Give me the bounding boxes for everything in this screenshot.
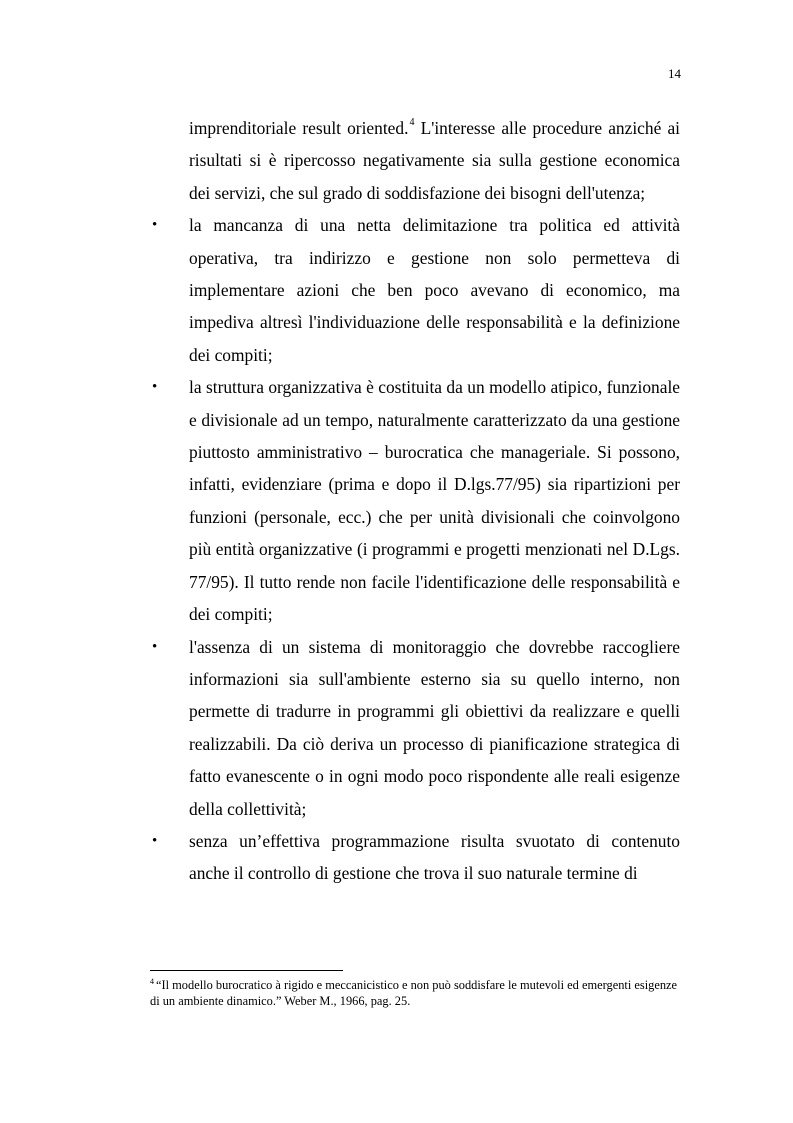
bullet-text: l'assenza di un sistema di monitoraggio che dovrebbe raccogliere informazioni sia sull'ambiente esterno sia su quello interno, non permette di tradurre in programmi gli obiettivi da realizzare e quelli realizzabili. Da ciò deriva un processo di pianificazione strategica di fatto evanescente o in ogni modo poco rispondente alle reali esigenze della collettività; [189,636,680,819]
footnote [150,977,680,1009]
intro-paragraph [150,112,680,209]
bullet-item [150,209,680,371]
bullet-icon: • [152,638,158,655]
page-number: 14 [668,66,681,81]
bullet-item [150,371,680,630]
footnote-separator [150,970,343,971]
bullet-icon: • [152,379,158,396]
body-text [150,112,680,890]
footnote-marker: 4 [150,977,154,986]
bullet-text: la struttura organizzativa è costituita da un modello atipico, funzionale e divisionale ad un tempo, naturalmente caratterizzato da una gestione piuttosto amministrativo – burocratica che manageriale. Si possono, infatti, evidenziare (prima e dopo il D.lgs.77/95) sia ripartizioni per funzioni (personale, ecc.) che per unità divisionali che coinvolgono più entità organizzative (i programmi e progetti menzionati nel D.Lgs. 77/95). Il tutto rende non facile l'identificazione delle responsabilità e dei compiti; [189,377,680,625]
bullet-item [150,825,680,890]
bullet-text: senza un’effettiva programmazione risulta svuotato di contenuto anche il controllo di gestione che trova il suo naturale termine di [189,830,680,884]
bullet-item [150,631,680,825]
footnote-reference[interactable]: 4 [409,117,415,128]
intro-text-before-ref: imprenditoriale result oriented. [189,118,409,138]
bullet-icon: • [152,832,158,849]
intro-text-after-ref: L'interesse alle procedure anziché ai risultati si è ripercosso negativamente sia sulla gestione economica dei servizi, che sul grado di soddisfazione dei bisogni dell'utenza; [189,118,680,203]
bullet-icon: • [152,217,158,234]
bullet-text: la mancanza di una netta delimitazione tra politica ed attività operativa, tra indirizzo e gestione non solo permetteva di implementare azioni che ben poco avevano di economico, ma impediva altresì l'individuazione delle responsabilità e la definizione dei compiti; [189,215,680,365]
footnote-text: “Il modello burocratico à rigido e meccanicistico e non può soddisfare le mutevoli ed emergenti esigenze di un ambiente dinamico.” Weber M., 1966, pag. 25. [150,978,678,1008]
